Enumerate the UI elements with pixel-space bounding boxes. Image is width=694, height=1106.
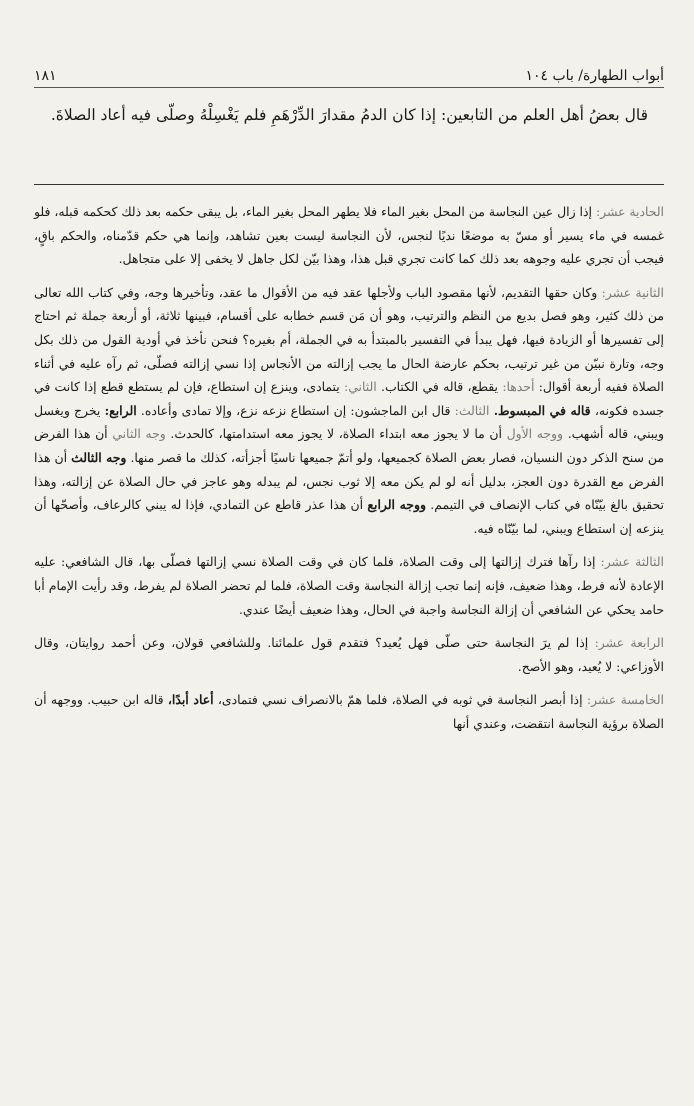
note-12	[34, 281, 664, 541]
note-text: إذا رآها فترك إزالتها إلى وقت الصلاة، فلما كان في وقت الصلاة نسي إزالتها فصلّى بها، قال الشافعي: عليه الإعادة لأنه فرط، وهذا ضعيف، فإنه إنما تجب إزالة النجاسة وقت الصلاة، فلما لم تحضر الصلاة لم يفرط، وقد رأيت الإمام أبا حامد يحكي عن الشافعي أن إزالة النجاسة واجبة في الحال، وهذا ضعيف أيضًا عندي.	[34, 554, 664, 617]
opinion-label: الثالث:	[454, 402, 490, 418]
note-text: قاله ابن حبيب. ووجهه أن الصلاة برؤية النجاسة انتقضت، وعندي أنها	[34, 692, 664, 731]
note-text: أن هذا عذر قاطع عن التمادي، فإذا له يبني كالرعاف، وأصحّها أن ينزعه إن استطاع ويبني، لما بيّنّاه فيه.	[34, 497, 664, 536]
page-number: ١٨١	[34, 68, 57, 84]
note-text: إذا أبصر النجاسة في ثوبه في الصلاة، فلما همّ بالانصراف نسي فتمادى،	[217, 692, 583, 708]
note-label: الرابعة عشر:	[594, 635, 664, 651]
note-text-bold: أعاد أبدًا،	[167, 692, 214, 708]
note-11	[34, 200, 664, 271]
opinion-label: الثاني:	[344, 379, 377, 395]
commentary	[34, 200, 664, 745]
note-label: الخامسة عشر:	[586, 692, 664, 708]
note-text: إذا زال عين النجاسة من المحل بغير الماء فلا يطهر المحل بغير الماء، بل يبقى حكمه بعد ذلك كحكمه قبله، فلو غمسه في ماء يسير أو مسّ به موضعًا نديًا لنجس، لأن النجاسة ليست بعين تشاهد، وإنما هي حكم قدّمناه، والحكم باقٍ، فيجب أن تجري عليه وجوهه بعد ذلك كما كانت تجري قبل هذا، وهذا بيّن لكل جاهل لا يخفى إلا على متجاهل.	[34, 204, 664, 267]
note-text: يقطع، قاله في الكتاب.	[381, 379, 498, 395]
note-text: يتمادى، وينزع إن استطاع، فإن لم يستطع قطع إذا كانت في جسده فكونه،	[34, 379, 665, 418]
note-13	[34, 550, 664, 621]
running-title: أبواب الطهارة/ باب ١٠٤	[525, 68, 664, 84]
note-label: الثانية عشر:	[601, 284, 664, 300]
note-text: أن هذا الفرض مع القدرة دون العجز، بدليل أنه لو لم يكن معه إلا ثوب نجس، لم يبدله وهو عاجز في حال الصلاة عن إزالته، وهذا تحقيق بالغ بيّنّاه في كتاب الإنصاف في التيمم.	[34, 449, 665, 513]
commentary-divider	[34, 184, 664, 185]
note-label: الثالثة عشر:	[600, 554, 664, 570]
note-text: وكان حقها التقديم، لأنها مقصود الباب ولأجلها عقد فيه من الأقوال ما عقد، وتأخيرها وجه، وفي كتاب الله تعالى من ذلك كثير، وهو فصل بديع من النظم والترتيب، وهو أن مَن قسم خطابه على أقسام، فبينها ثلاثة، أو أربعة جملة ثم احتاج إلى تفسيرها أو الزيادة فيها، فهل يبدأ في التفسير بالمبتدأ به في الجملة، أم بغيره؟ فنحن نأخذ في أودية القول من ذلك بكل وجه، وتارة نبيّن من غير ترتيب، بحكم عارضة الحال ما يجب إزالته من الأنجاس إذا نسي إزالته فصلّى، ثم رآه عليه في أثناء الصلاة ففيه أربعة أقوال:	[34, 284, 664, 395]
note-label: الحادية عشر:	[595, 204, 665, 219]
opinion-label: الرابع:	[104, 402, 137, 418]
note-14	[34, 631, 664, 678]
reason-label: ووجه الأول	[506, 426, 564, 442]
hadith-quote: قال بعضُ أهل العلم من التابعين: إذا كان الدمُ مقدارَ الدِّرْهَمِ فلم يَغْسِلْهُ وصلّى فيه أعاد الصلاةَ.	[50, 106, 648, 124]
note-text-bold: قاله في المبسوط.	[493, 402, 591, 418]
note-text: يخرج ويغسل ويبني، قاله أشهب.	[34, 402, 664, 442]
note-15	[34, 688, 664, 735]
note-text: إذا لم يرَ النجاسة حتى صلّى فهل يُعيد؟ فتقدم قول علمائنا. وللشافعي قولان، وعن أحمد روايتان، وقال الأوزاعي: لا يُعيد، وهو الأصح.	[34, 635, 664, 674]
reason-label: وجه الثالث	[71, 449, 127, 465]
opinion-label: أحدها:	[502, 379, 535, 395]
reason-label: ووجه الرابع	[367, 497, 426, 513]
note-text: قال ابن الماجشون: إن استطاع نزعه نزع، وإلا تمادى وأعاده.	[140, 402, 451, 418]
reason-label: وجه الثاني	[112, 426, 166, 442]
running-header	[34, 58, 664, 88]
note-text: أن هذا الفرض من سنح الذكر دون النسيان، فصار بعض الصلاة كجميعها، ولو أتمّ جميعها ناسيًا أجزأته، كذلك ما قصر منها.	[34, 426, 664, 465]
note-text: أن ما لا يجوز معه ابتداء الصلاة، لا يجوز معه استدامتها، كالحدث.	[170, 426, 502, 442]
